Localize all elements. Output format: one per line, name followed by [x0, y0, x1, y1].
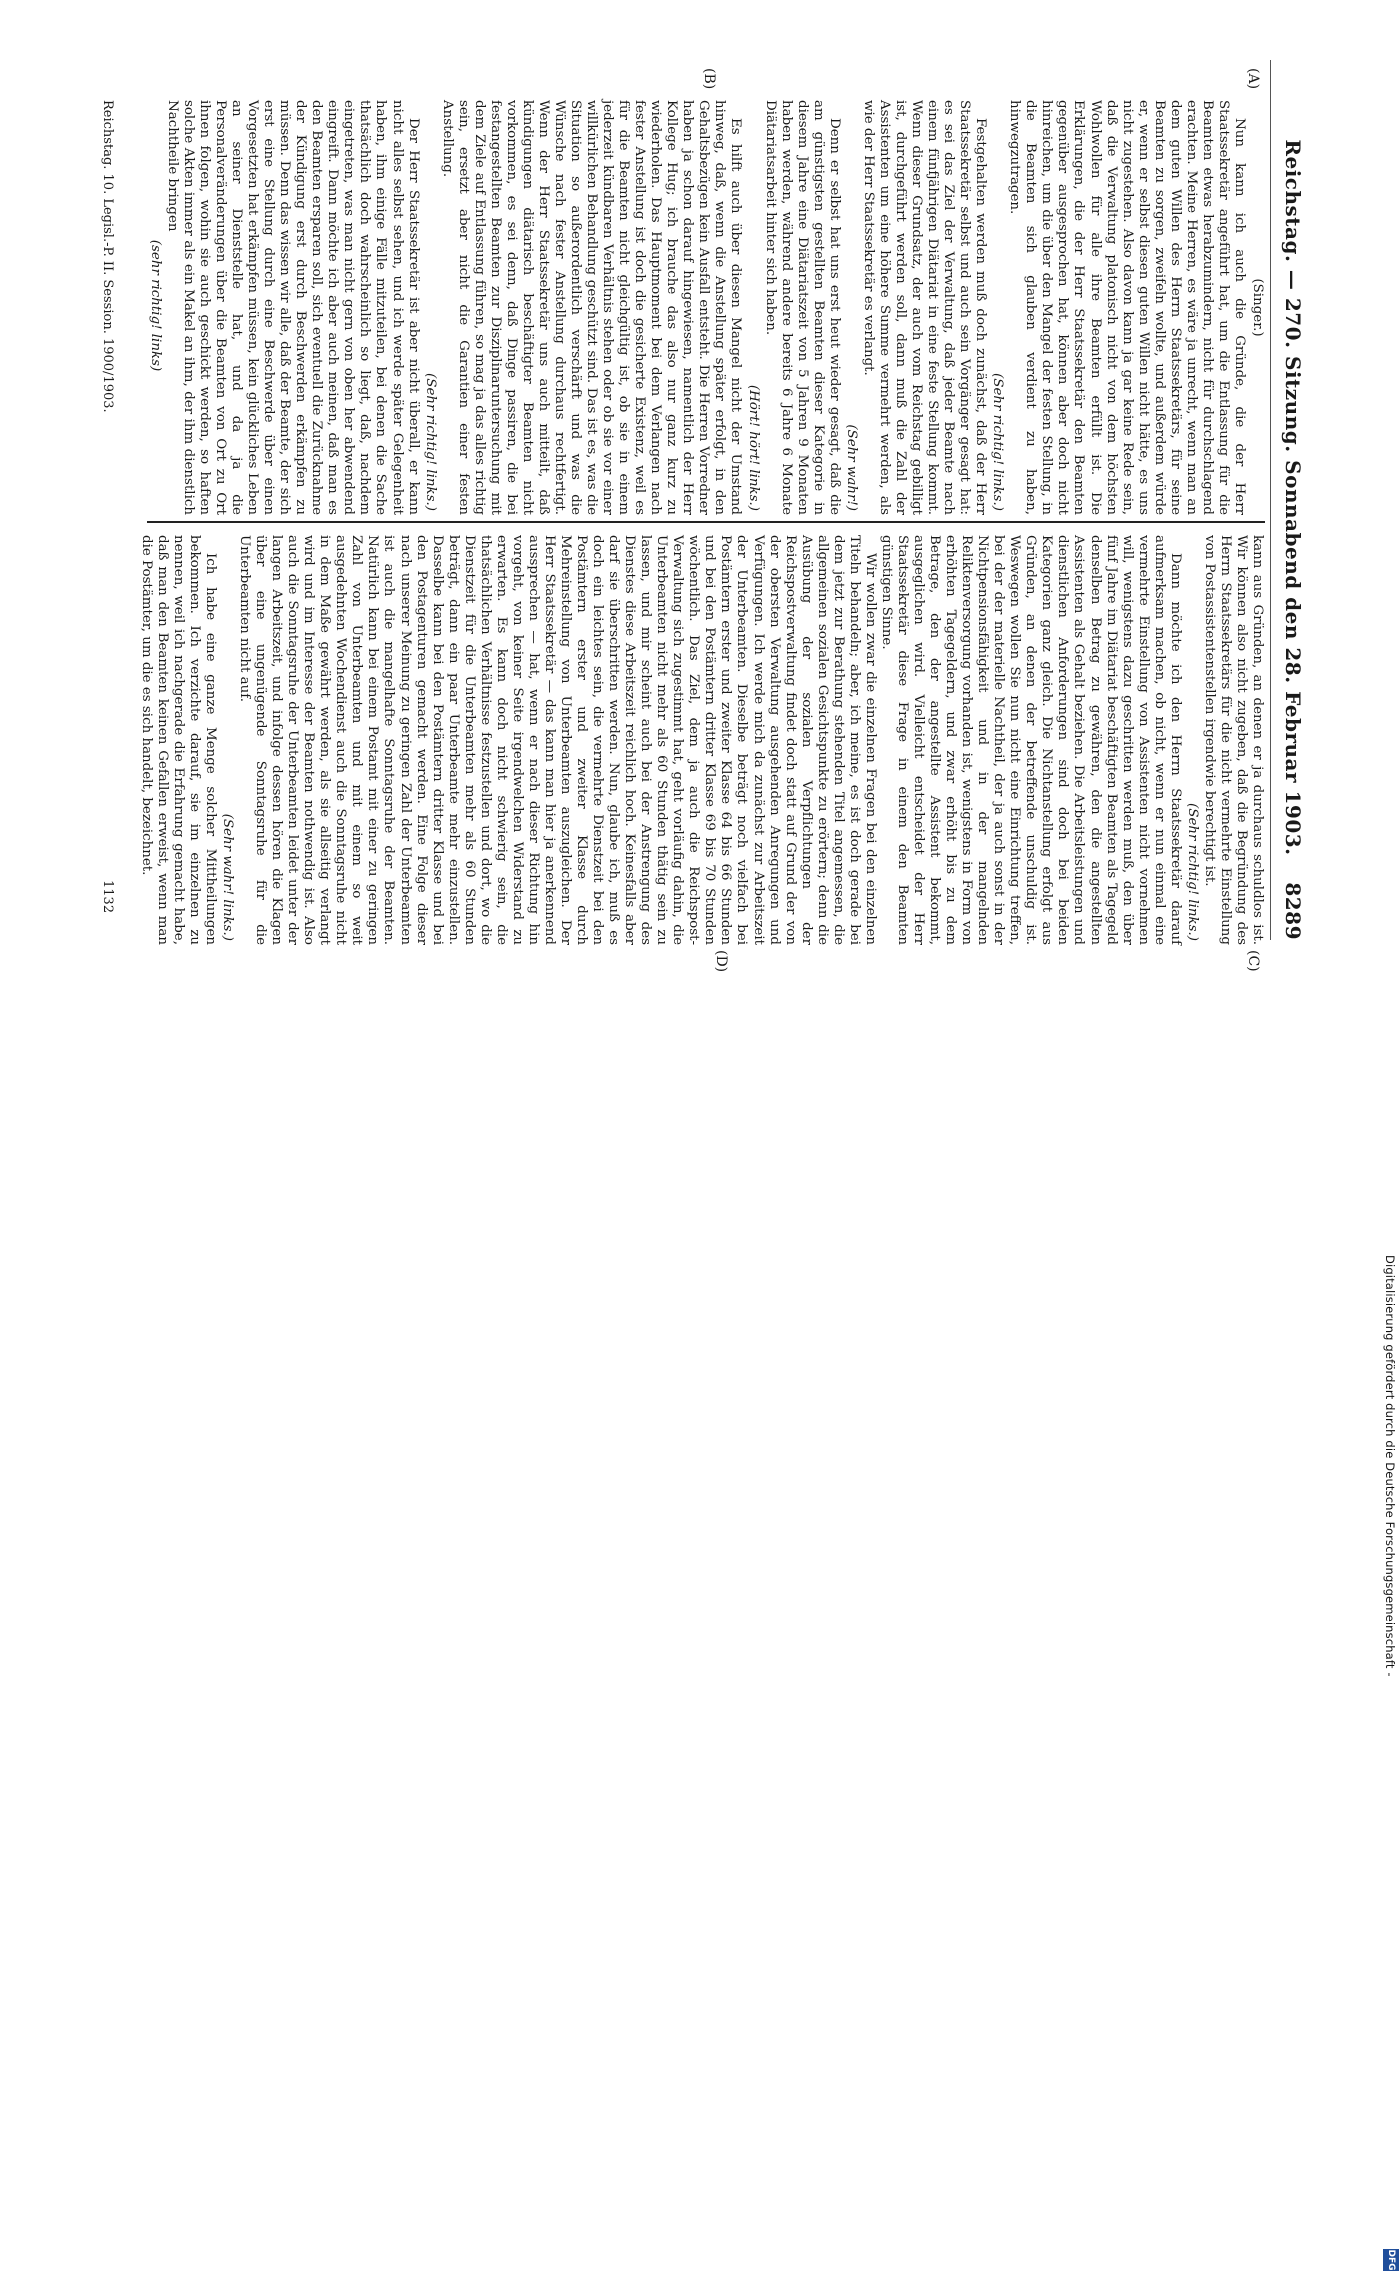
margin-mark-c: (C)	[1245, 950, 1261, 972]
interjection: (Hört! hört! links.)	[745, 384, 761, 511]
paragraph: Denn er selbst hat uns erst heut wieder gesagt, daß die am günstigsten gestellten Beamten dieser Kategorie in diesem Jahre eine Diätariatszeit von 5 Jahren 9 Monaten haben werden, während andere bereits 6 Jahre 6 Monate Diätariatsarbeit hinter sich haben.	[762, 100, 842, 515]
interjection: (Sehr richtig! links.)	[422, 373, 438, 511]
right-column	[138, 535, 1265, 945]
paragraph: Nun kann ich auch die Gründe, die der Herr Staatssekretär angeführt hat, um die Entlassung für die Beamten etwas herabzumindern, nicht für durchschlagend erachten. Meine Herren, es wäre ja unrecht, wenn man an dem guten Willen des Herrn Staatssekretärs, für seine Beamten zu sorgen, zweifeln wollte, und außerdem würde er, wenn er selbst diesen guten Willen nicht hätte, es uns nicht zugestehen. Also davon kann ja gar keine Rede sein, daß die Verwaltung platonisch nicht von dem höchsten Wohlwollen für alle ihre Beamten erfüllt ist. Die Erklärungen, die der Herr Staatssekretär den Beamten gegenüber ausgesprochen hat, können aber doch nicht hinreichen, um die über den Mangel der festen Stellung, in die Beamten sich glauben verdient zu haben, hinwegzutragen.	[1007, 100, 1247, 515]
sheet-number: 1132	[100, 880, 115, 914]
paragraph: Der Herr Staatssekretär ist aber nicht überall, er kann nicht alles selbst sehen, und ich werde später Gelegenheit haben, ihm einige Fälle mitzuteilen, bei denen die Sache thatsächlich doch wahrscheinlich so liegt, daß, nachdem eingetreten, was man nicht gern von oben her abwendend eingreift. Dann möchte ich aber auch meinen, daß man es den Beamten ersparen soll, sich eventuell die Zurücknahme der Kündigung erst durch Beschwerden erkämpfen zu müssen. Denn das wissen wir alle, daß der Beamte, der sich erst eine Stellung durch eine Beschwerde über einen Vorgesetzten hat erkämpfen müssen, kein glückliches Leben an seiner Dienststelle hat, und da ja die Personalveränderungen über die Beamten von Ort zu Ort ihnen folgen, wohin sie auch geschickt werden, so haften solche Akten immer als ein Makel an ihm, der ihm dienstlich Nachtheile bringen	[164, 100, 421, 515]
paragraph: Festgehalten werden muß doch zunächst, daß der Herr Staatssekretär selbst und auch sein Vorgänger gesagt hat: es sei das Ziel der Verwaltung, daß jeder Beamte nach einem fünfjährigen Diätariat in eine feste Stellung kommt. Wenn dieser Grundsatz, der auch vom Reichstag gebilligt ist, durchgeführt werden soll, dann muß die Zahl der Assistenten um eine höhere Summe vermehrt werden, als wie der Herr Staatssekretär es verlangt.	[860, 100, 989, 515]
running-head	[1271, 55, 1305, 940]
speaker-name: (Singer.)	[1250, 278, 1265, 337]
digitization-strip	[1369, 1255, 1397, 2271]
margin-mark-b: (B)	[701, 68, 717, 90]
margin-mark-d: (D)	[713, 950, 729, 973]
dfg-logo: DFG	[1383, 2249, 1399, 2271]
interjection: (Sehr wahr! links.)	[220, 813, 235, 941]
paragraph: kann aus Gründen, an denen er ja durchaus schuldlos ist. Wir können also nicht zugeben, daß die Begründung des Herrn Staatssekretärs für die nicht vermehrte Einstellung von Postassistentenstellen irgendwie berechtigt ist.	[1201, 535, 1265, 945]
margin-mark-a: (A)	[1245, 68, 1261, 90]
page-number: 8289	[1281, 882, 1305, 940]
footer-session: Reichstag. 10. Legisl.-P. II. Session. 1900/1903.	[100, 100, 115, 413]
interjection: (Sehr richtig! links.)	[990, 373, 1006, 511]
paragraph: Ich habe eine ganze Menge solcher Mittheilungen bekommen. Ich verzichte darauf, sie im einzelnen zu nennen, weil ich nachgerade die Erfahrung gemacht habe, daß man den Beamten keinen Gefallen erweist, wenn man die Postämter, um die es sich handelt, bezeichnet.	[138, 535, 218, 945]
paragraph: Es hilft auch über diesen Mangel nicht der Umstand hinweg, daß, wenn die Anstellung später erfolgt, in den Gehaltsbezügen kein Ausfall entsteht. Die Herren Vorredner haben ja schon darauf hingewiesen, namentlich der Herr Kollege Hug; ich brauche das also nur ganz kurz zu wiederholen. Das Hauptmoment bei dem Verlangen nach fester Anstellung ist doch die gesicherte Existenz, weil es für die Beamten nicht gleichgültig ist, ob sie in einem jederzeit kündbaren Verhältnis stehen oder ob sie vor einer willkürlichen Behandlung geschützt sind. Das ist es, was die Situation so außerordentlich verschärft und was die Wünsche nach fester Anstellung durchaus rechtfertigt. Wenn der Herr Staatssekretär uns auch mitteilt, daß kündigungen diätarisch beschäftigter Beamten nicht vorkommen, es sei denn, daß Dinge passiren, die bei festangestellten Beamten zur Disziplinaruntersuchung mit dem Ziele auf Entlassung führen, so mag ja das alles richtig sein, ersetzt aber nicht die Garantien einer festen Anstellung.	[439, 100, 744, 515]
paragraph: Wir wollen zwar die einzelnen Fragen bei den einzelnen Titeln behandeln; aber, ich meine, es ist doch gerade bei dem jetzt zur Berathung stehenden Titel angemessen, die allgemeinen sozialen Gesichtspunkte zu erörtern; denn die Ausübung der sozialen Verpflichtungen der Reichspostverwaltung findet doch statt auf Grund der von der obersten Verwaltung ausgehenden Anregungen und Verfügungen. Ich werde mich da zunächst zur Arbeitszeit der Unterbeamten. Dieselbe beträgt noch vielfach bei Postämtern erster und zweiter Klasse 64 bis 66 Stunden und bei den Postämtern dritter Klasse 69 bis 70 Stunden wöchentlich. Das Ziel, dem ja auch die Reichspost-Verwaltung sich zugestimmt hat, geht vorläufig dahin, die Unterbeamten nicht mehr als 60 Stunden thätig sein zu lassen, und mir scheint auch bei der Anstrengung des Dienstes diese Arbeitszeit reichlich hoch. Keinesfalls aber darf sie überschritten werden. Nun, glaube ich, muß es doch ein leichtes sein, die vermehrte Dienstzeit bei den Postämtern erster und zweiter Klasse durch Mehreinstellung von Unterbeamten auszugleichen. Der Herr Staatssekretär — das kann man hier ja anerkennend aussprechen — hat, wenn er nach dieser Richtung hin vorgeht, von keiner Seite irgendwelchen Widerstand zu erwarten. Es kann doch nicht schwierig sein, die thatsächlichen Verhältnisse festzustellen und dort, wo die Dienstzeit für die Unterbeamten mehr als 60 Stunden beträgt, dann ein paar Unterbeamte mehr einzustellen. Dasselbe kann bei den Postämtern dritter Klasse und bei den Postagenturen gemacht werden. Eine Folge dieser nach unserer Meinung zu geringen Zahl der Unterbeamten ist auch die mangelhafte Sonntagsruhe der Beamten. Natürlich kann bei einem Postamt mit einer zu geringen Zahl von Unterbeamten und mit einem so weit ausgedehnten Wochendienst auch die Sonntagsruhe nicht in dem Maße gewährt werden, als sie allseitig verlangt wird und im Interesse der Beamten nothwendig ist. Also auch die Sonntagsruhe der Unterbeamten leidet unter der langen Arbeitszeit, und infolge dessen hören die Klagen über eine ungenügende Sonntagsruhe für die Unterbeamten nicht auf.	[237, 535, 878, 945]
page-title: Reichstag. — 270. Sitzung. Sonnabend den 28. Februar 1903.	[1281, 139, 1305, 856]
paragraph: Dann möchte ich den Herrn Staatssekretär darauf aufmerksam machen, ob nicht, wenn er nun einmal eine vermehrte Einstellung von Assistenten nicht vornehmen will, wenigstens dazu geschritten werden muß, den über fünf Jahre im Diätariat beschäftigten Beamten als Tagegeld denselben Betrag zu gewähren, den die angestellten Assistenten als Gehalt beziehen. Die Arbeitsleistungen und dienstlichen Anforderungen sind doch bei beiden Kategorien ganz gleich. Die Nichtanstellung erfolgt aus Gründen, an denen der betreffende unschuldig ist. Weswegen wollen Sie nun nicht eine Einrichtung treffen, bei der der materielle Nachtheil, der ja auch sonst in der Nichtpensionsfähigkeit und in der mangelnden Reliktenversorgung vorhanden ist, wenigstens in Form von erhöhten Tagegeldern, und zwar erhöht bis zu dem Betrage, den der angestellte Assistent bekommt, ausgeglichen wird. Vielleicht entscheidet der Herr Staatssekretär diese Frage in einem den Beamten günstigen Sinne.	[878, 535, 1183, 945]
column-rule	[147, 521, 1265, 523]
header-rule	[1270, 60, 1271, 940]
digitization-credit: Digitalisierung gefördert durch die Deutsche Forschungsgemeinschaft -	[1383, 1255, 1397, 1677]
interjection: (Sehr richtig! links.)	[1184, 803, 1200, 941]
left-column	[146, 100, 1265, 515]
interjection: (sehr richtig! links)	[147, 239, 163, 372]
interjection: (Sehr wahr!)	[843, 424, 859, 511]
